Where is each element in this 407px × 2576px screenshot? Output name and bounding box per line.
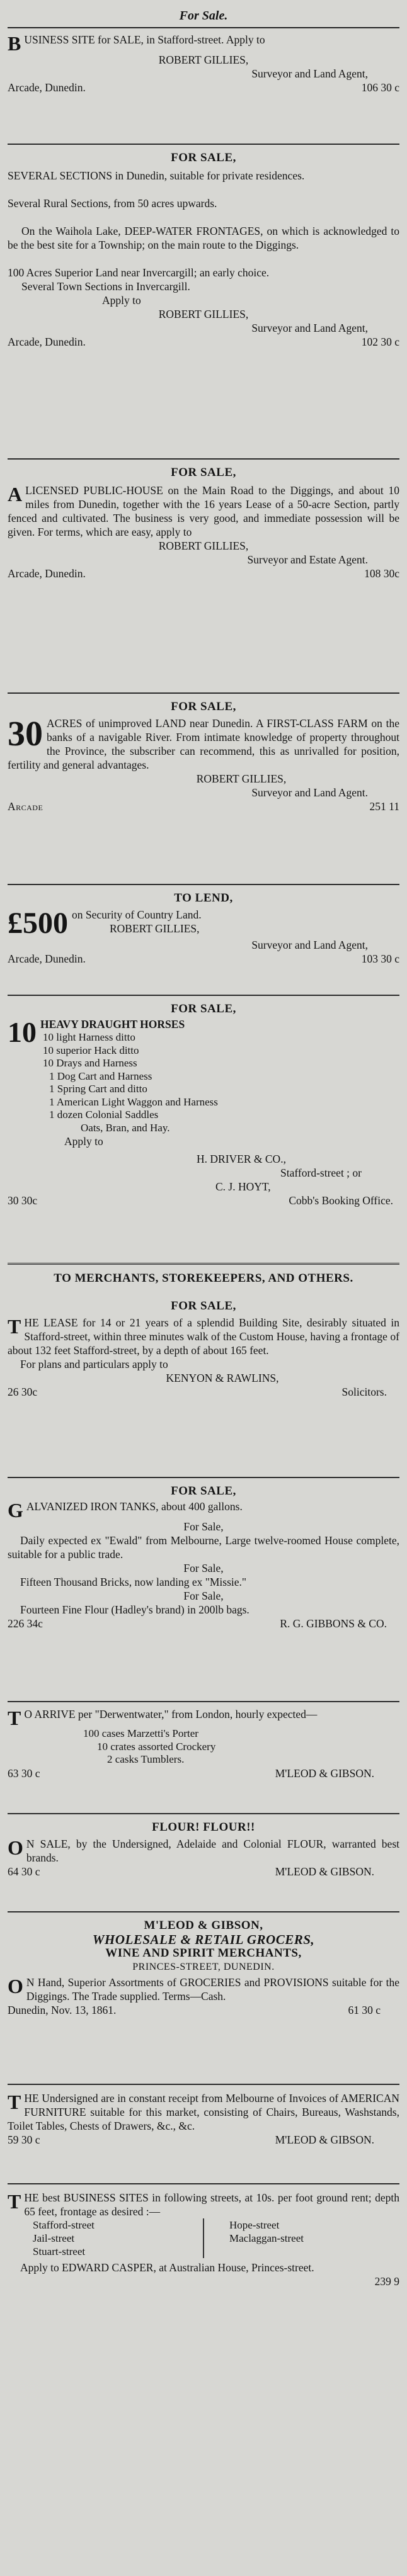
ad-title: FOR SALE,	[171, 700, 236, 713]
ad-body: N Hand, Superior Assortments of GROCERIES and PROVISIONS suitable for the Diggings. The Trade supplied. Terms—Cash.	[26, 1976, 399, 2003]
agent-role: Solicitors.	[341, 1386, 387, 1398]
ad-ref: 226 34c	[8, 1617, 43, 1630]
drop-cap: B	[8, 32, 21, 55]
ad-title: FOR SALE,	[171, 1484, 236, 1498]
merchant-street: PRINCES-STREET, DUNEDIN.	[132, 1962, 275, 1972]
list-item: 10 crates assorted Crockery	[97, 1740, 216, 1753]
ad-plans: For plans and particulars apply to	[20, 1358, 168, 1370]
ad-divider	[8, 1701, 399, 1702]
agent-name: ROBERT GILLIES,	[158, 308, 249, 320]
ad-ref: 59 30 c	[8, 2133, 40, 2146]
ad-para-4: 100 Acres Superior Land near Invercargill; an early choice.	[8, 266, 270, 279]
drop-cap: T	[8, 1707, 21, 1729]
street-list-right	[204, 2218, 399, 2258]
ad-title: FOR SALE,	[171, 1002, 236, 1015]
ad-to-lend	[8, 891, 399, 966]
ad-heading: TO MERCHANTS, STOREKEEPERS, AND OTHERS.	[54, 1272, 353, 1285]
ad-business-sites	[8, 2191, 399, 2288]
ad-apply: Apply to	[64, 1135, 103, 1148]
ad-ref: 106 30 c	[361, 81, 399, 94]
ad-ref: 251 11	[369, 800, 399, 813]
drop-cap: T	[8, 2091, 21, 2113]
agent-name: ROBERT GILLIES,	[158, 539, 249, 552]
drop-cap: G	[8, 1499, 23, 1522]
newspaper-column	[8, 0, 399, 2576]
list-item: 1 Spring Cart and ditto	[49, 1083, 147, 1095]
ad-divider	[8, 2084, 399, 2085]
ad-title: FOR SALE,	[171, 1299, 236, 1313]
ad-address: Arcade, Dunedin.	[8, 81, 86, 94]
ad-ref: 108 30c	[364, 567, 399, 580]
section-title: For Sale.	[179, 9, 228, 23]
ad-divider	[8, 2183, 399, 2184]
agent-role: Surveyor and Land Agent,	[251, 939, 368, 951]
large-amount: £500	[8, 907, 68, 940]
list-item: 1 American Light Waggon and Harness	[49, 1095, 218, 1108]
ad-ref: 61 30 c	[348, 2004, 381, 2016]
ad-to-arrive	[8, 1707, 399, 1780]
ad-para-5: Several Town Sections in Invercargill.	[21, 280, 190, 293]
section-header	[8, 0, 399, 28]
ad-para-2: Several Rural Sections, from 50 acres upwards.	[8, 197, 217, 210]
agent-name-2: C. J. HOYT,	[215, 1180, 271, 1193]
ad-divider	[8, 144, 399, 145]
merchant-trade-2: WINE AND SPIRIT MERCHANTS,	[105, 1946, 302, 1960]
drop-cap: T	[8, 1315, 21, 1338]
merchant-name: M'LEOD & GIBSON.	[275, 2133, 374, 2146]
agent-office: Cobb's Booking Office.	[289, 1194, 393, 1207]
ad-divider	[8, 995, 399, 996]
ad-flour	[8, 1821, 399, 1878]
agent-name: H. DRIVER & CO.,	[197, 1153, 286, 1165]
ad-body: ALVANIZED IRON TANKS, about 400 gallons.	[26, 1500, 243, 1513]
ad-public-house	[8, 466, 399, 580]
list-item: 1 dozen Colonial Saddles	[49, 1109, 159, 1121]
ad-title: FLOUR! FLOUR!!	[152, 1821, 255, 1834]
ad-address: Arcade, Dunedin.	[8, 952, 86, 965]
merchant-trade: WHOLESALE & RETAIL GROCERS,	[92, 1932, 315, 1947]
ad-divider	[8, 692, 399, 694]
ad-title: FOR SALE,	[171, 151, 236, 164]
agent-street: Stafford-street ; or	[280, 1167, 362, 1179]
ad-divider	[8, 1813, 399, 1814]
list-item: 10 superior Hack ditto	[43, 1044, 139, 1056]
sub-heading: For Sale,	[183, 1590, 224, 1602]
ad-apply: Apply to	[102, 294, 141, 307]
ad-body: ACRES of unimproved LAND near Dunedin. A FIRST-CLASS FARM on the banks of a navigable River. From intimate knowledge of property throughout the Province, the subscriber can recommend, this as unrivalled for position, fertility and general advantages.	[8, 717, 399, 771]
street-item: Maclaggan-street	[229, 2232, 304, 2244]
street-item: Jail-street	[33, 2232, 75, 2244]
ad-30-acres	[8, 700, 399, 813]
ad-ref: 64 30 c	[8, 1865, 40, 1878]
ad-grocers	[8, 1919, 399, 2017]
street-list-left	[8, 2218, 204, 2258]
large-numeral: 30	[8, 715, 43, 754]
list-item: 2 casks Tumblers.	[107, 1753, 185, 1765]
ad-address: Arcade, Dunedin.	[8, 567, 86, 580]
ad-para-1: SEVERAL SECTIONS in Dunedin, suitable for private residences.	[8, 169, 305, 182]
ad-lease	[8, 1272, 399, 1399]
drop-cap: T	[8, 2190, 21, 2213]
ad-body: HE LEASE for 14 or 21 years of a splendid Building Site, desirably situated in Stafford-street, within three minutes walk of the Custom House, having a frontage of about 132 feet Stafford-street, by a depth of about 165 feet.	[8, 1316, 399, 1357]
drop-cap: A	[8, 483, 23, 506]
item-list	[8, 1031, 399, 1134]
ad-body: on Security of Country Land.	[72, 908, 202, 921]
list-item: Oats, Bran, and Hay.	[81, 1121, 170, 1134]
merchant-name: M'LEOD & GIBSON,	[144, 1919, 263, 1932]
ad-divider	[8, 1263, 399, 1265]
ad-apply: Apply to EDWARD CASPER, at Australian House, Princes-street.	[20, 2261, 314, 2274]
merchant-name: R. G. GIBBONS & CO.	[280, 1617, 387, 1630]
ad-sections-for-sale	[8, 151, 399, 349]
list-item: 1 Dog Cart and Harness	[49, 1070, 152, 1082]
ad-ref: 63 30 c	[8, 1766, 40, 1780]
ad-para-2: Fifteen Thousand Bricks, now landing ex "Missie."	[20, 1576, 247, 1588]
agent-name: ROBERT GILLIES,	[158, 54, 249, 66]
agent-name: ROBERT GILLIES,	[110, 922, 200, 935]
street-item: Hope-street	[229, 2219, 280, 2231]
ad-para-1: Daily expected ex "Ewald" from Melbourne, Large twelve-roomed House complete, suitable for a public trade.	[8, 1534, 399, 1561]
ad-ref: 26 30c	[8, 1386, 38, 1398]
ad-para-3: Fourteen Fine Flour (Hadley's brand) in 200lb bags.	[20, 1603, 249, 1616]
ad-title: FOR SALE,	[171, 466, 236, 479]
ad-body: USINESS SITE for SALE, in Stafford-street. Apply to	[24, 33, 265, 46]
agent-role: Surveyor and Land Agent.	[251, 786, 368, 799]
ad-address: Arcade, Dunedin.	[8, 336, 86, 348]
ad-ref: 103 30 c	[361, 952, 399, 965]
ad-address: Arcade	[8, 800, 43, 813]
header-rule	[8, 27, 399, 28]
large-numeral: 10	[8, 1016, 37, 1048]
ad-divider	[8, 1911, 399, 1912]
ad-business-site	[8, 33, 399, 94]
agent-role: Surveyor and Land Agent,	[251, 322, 368, 334]
ad-para-3: On the Waihola Lake, DEEP-WATER FRONTAGES, on which is acknowledged to be the best site for a Township; on the main route to the Diggings.	[8, 225, 399, 251]
agent-role: Surveyor and Land Agent,	[251, 67, 368, 80]
ad-iron-tanks	[8, 1484, 399, 1630]
ad-ref: 239 9	[374, 2275, 399, 2288]
ad-lead: HEAVY DRAUGHT HORSES	[40, 1018, 185, 1031]
sub-heading: For Sale,	[183, 1520, 224, 1533]
ad-ref: 102 30 c	[361, 336, 399, 348]
ad-body: HE Undersigned are in constant receipt from Melbourne of Invoices of AMERICAN FURNITURE suitable for this market, consisting of Chairs, Bureaus, Washstands, Toilet Tables, Chests of Drawers, &c., &c.	[8, 2092, 399, 2132]
item-list	[8, 1727, 399, 1766]
ad-divider	[8, 458, 399, 460]
ad-horses	[8, 1002, 399, 1207]
street-item: Stuart-street	[33, 2246, 86, 2257]
merchant-name: M'LEOD & GIBSON.	[275, 1865, 374, 1878]
ad-body: N SALE, by the Undersigned, Adelaide and Colonial FLOUR, warranted best brands.	[26, 1838, 399, 1864]
ad-furniture	[8, 2091, 399, 2147]
list-item: 100 cases Marzetti's Porter	[83, 1727, 198, 1739]
merchant-name: M'LEOD & GIBSON.	[275, 1766, 374, 1780]
street-list	[8, 2218, 399, 2258]
ad-body: O ARRIVE per "Derwentwater," from London, hourly expected—	[24, 1708, 318, 1720]
street-item: Stafford-street	[33, 2219, 95, 2231]
drop-cap: O	[8, 1836, 23, 1859]
drop-cap: O	[8, 1975, 23, 1997]
sub-heading: For Sale,	[183, 1562, 224, 1574]
list-item: 10 light Harness ditto	[43, 1031, 135, 1043]
agent-name: KENYON & RAWLINS,	[166, 1372, 279, 1384]
ad-body: LICENSED PUBLIC-HOUSE on the Main Road to the Diggings, and about 10 miles from Dunedin, together with the 16 years Lease of a 50-acre Section, partly fenced and cultivated. The business is very good, and immediate possession will be given. For terms, which are easy, apply to	[8, 484, 399, 538]
agent-role: Surveyor and Estate Agent.	[247, 553, 368, 566]
ad-date: Dunedin, Nov. 13, 1861.	[8, 2004, 117, 2016]
ad-ref: 30 30c	[8, 1194, 38, 1207]
ad-divider	[8, 884, 399, 885]
ad-divider	[8, 1477, 399, 1478]
ad-body: HE best BUSINESS SITES in following streets, at 10s. per foot ground rent; depth 65 feet, frontage as desired :—	[24, 2191, 399, 2218]
ad-title: TO LEND,	[174, 891, 233, 905]
agent-name: ROBERT GILLIES,	[196, 772, 287, 785]
list-item: 10 Drays and Harness	[43, 1057, 137, 1069]
